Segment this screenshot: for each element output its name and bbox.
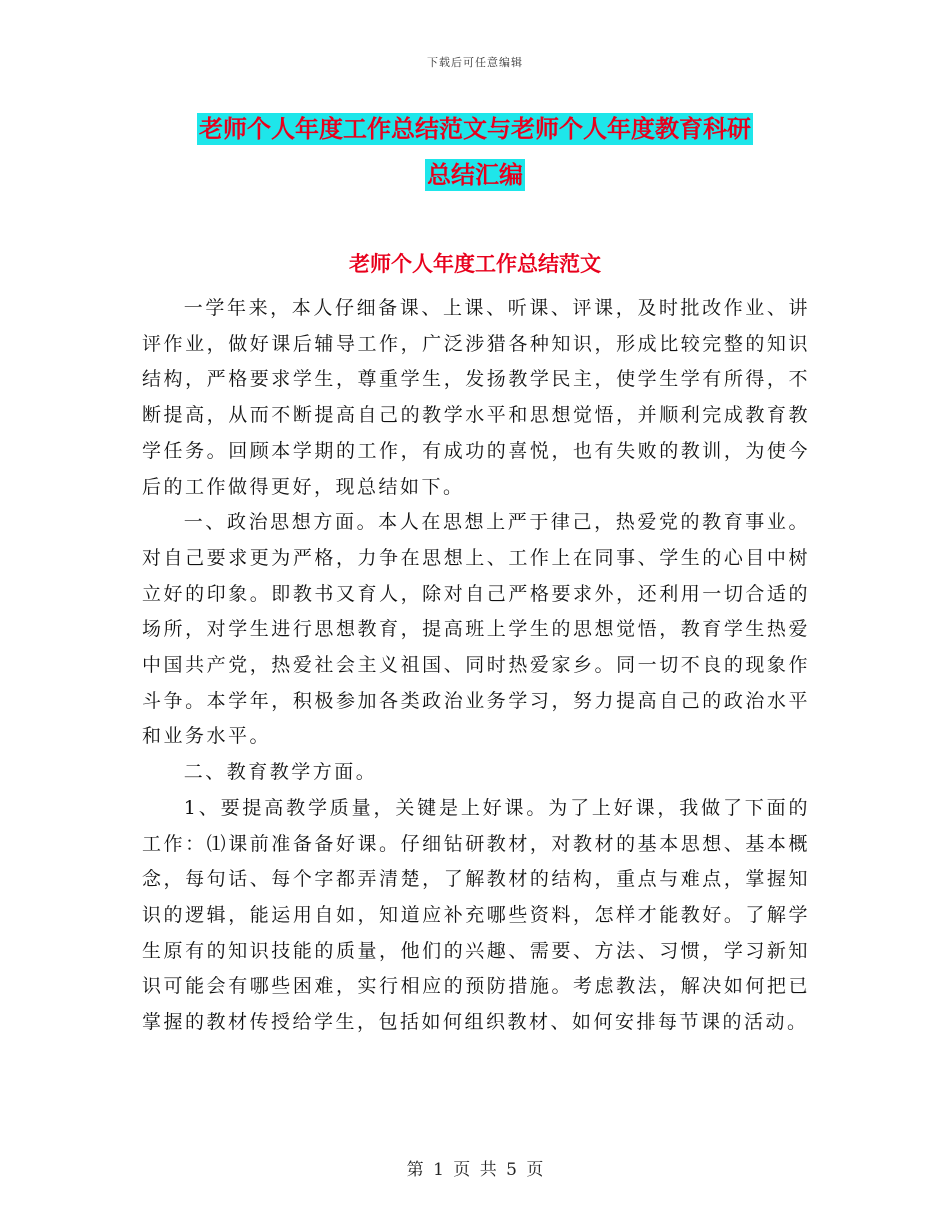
paragraph-politics: 一、政治思想方面。本人在思想上严于律己，热爱党的教育事业。对自己要求更为严格，力争在思想上、工作上在同事、学生的心目中树立好的印象。即教书又育人，除对自己严格要求外，还利用一切合适的场所，对学生进行思想教育，提高班上学生的思想觉悟，教育学生热爱中国共产党，热爱社会主义祖国、同时热爱家乡。同一切不良的现象作斗争。本学年，积极参加各类政治业务学习，努力提高自己的政治水平和业务水平。	[142, 511, 810, 748]
paragraph-teaching-quality: 1、要提高教学质量，关键是上好课。为了上好课，我做了下面的工作：⑴课前准备备好课。仔细钻研教材，对教材的基本思想、基本概念，每句话、每个字都弄清楚，了解教材的结构，重点与难点，掌握知识的逻辑，能运用自如，知道应补充哪些资料，怎样才能教好。了解学生原有的知识技能的质量，他们的兴趣、需要、方法、习惯，学习新知识可能会有哪些困难，实行相应的预防措施。考虑教法，解决如何把已掌握的教材传授给学生，包括如何组织教材、如何安排每节课的活动。	[142, 796, 810, 1034]
body-text	[142, 291, 810, 1041]
header-note: 下载后可任意编辑	[427, 56, 523, 69]
section-heading: 老师个人年度工作总结范文	[349, 252, 601, 276]
document-title	[140, 106, 810, 198]
page-number: 第 1 页 共 5 页	[406, 1160, 544, 1180]
paragraph-teaching-heading: 二、教育教学方面。	[183, 761, 378, 784]
paragraph-intro: 一学年来，本人仔细备课、上课、听课、评课，及时批改作业、讲评作业，做好课后辅导工作，广泛涉猎各种知识，形成比较完整的知识结构，严格要求学生，尊重学生，发扬教学民主，使学生学有所得，不断提高，从而不断提高自己的教学水平和思想觉悟，并顺利完成教育教学任务。回顾本学期的工作，有成功的喜悦，也有失败的教训，为使今后的工作做得更好，现总结如下。	[142, 297, 810, 498]
document-title-line-1: 老师个人年度工作总结范文与老师个人年度教育科研	[199, 115, 751, 143]
document-title-line-2: 总结汇编	[427, 161, 523, 189]
